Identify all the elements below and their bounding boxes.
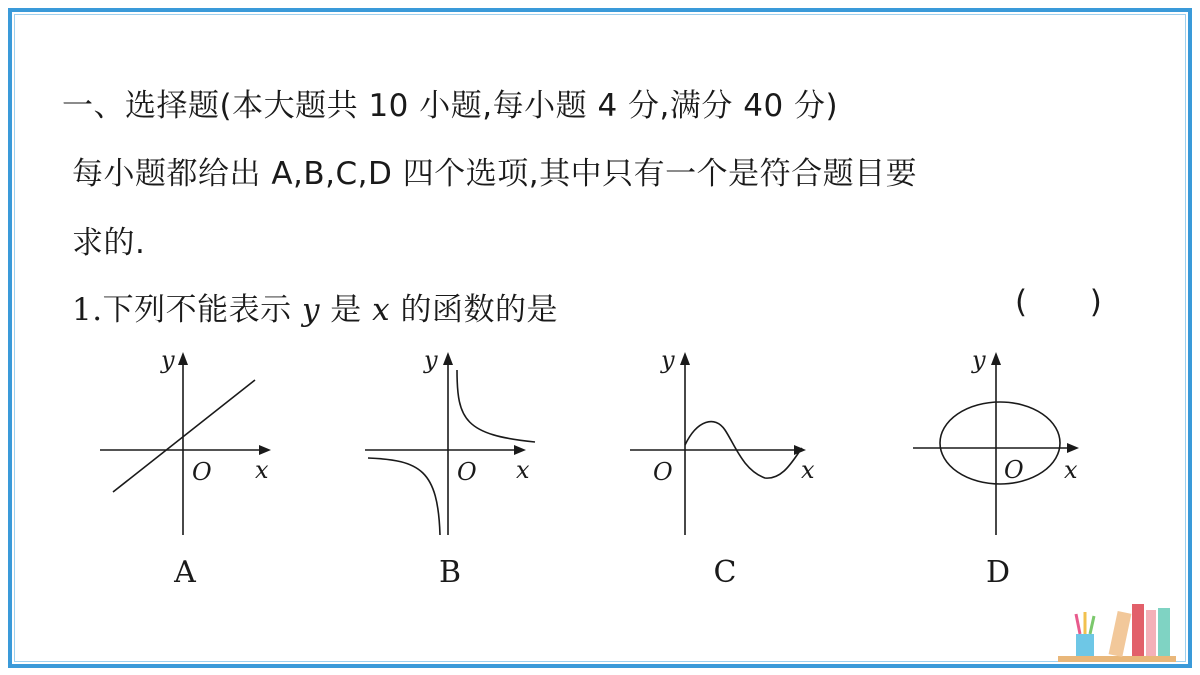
origin-label: O: [1004, 456, 1024, 484]
y-axis-label: y: [424, 346, 438, 374]
question-text-b: 是: [319, 292, 373, 328]
y-axis-label: y: [161, 346, 175, 374]
origin-label: O: [192, 458, 212, 486]
question-text-a: 下列不能表示: [102, 292, 302, 328]
question-1: [72, 284, 558, 329]
x-axis-arrow: [259, 445, 271, 455]
graph-c[interactable]: [625, 340, 825, 540]
y-axis-label: y: [661, 346, 675, 374]
question-var-y: y: [301, 292, 320, 328]
x-axis-label: x: [255, 456, 269, 484]
hyperbola-branch-left: [368, 458, 440, 535]
y-axis-label: y: [972, 346, 986, 374]
x-axis-label: x: [801, 456, 815, 484]
origin-label: O: [457, 458, 477, 486]
x-axis-label: x: [1064, 456, 1078, 484]
origin-label: O: [653, 458, 673, 486]
instructions-line-2: 求的.: [72, 225, 146, 261]
instructions-line-1: 每小题都给出 A,B,C,D 四个选项,其中只有一个是符合题目要: [72, 156, 918, 192]
y-axis-arrow: [178, 352, 188, 365]
question-number: 1.: [72, 292, 103, 328]
option-d-label[interactable]: D: [985, 555, 1011, 590]
section-heading: 一、选择题(本大题共 10 小题,每小题 4 分,满分 40 分): [62, 88, 839, 124]
line-curve: [113, 380, 255, 492]
answer-blank[interactable]: ( ): [1015, 284, 1103, 320]
graph-b[interactable]: [360, 340, 550, 540]
x-axis-label: x: [516, 456, 530, 484]
graph-d[interactable]: [908, 340, 1098, 540]
option-a-label[interactable]: A: [174, 555, 196, 590]
option-b-label[interactable]: B: [438, 555, 462, 590]
question-var-x: x: [372, 292, 391, 328]
option-c-label[interactable]: C: [713, 555, 737, 590]
question-text-c: 的函数的是: [390, 292, 559, 328]
ellipse-curve: [940, 402, 1060, 484]
bookshelf-icon: [1058, 600, 1178, 666]
hyperbola-branch-right: [457, 370, 535, 442]
graph-a[interactable]: [95, 340, 285, 540]
